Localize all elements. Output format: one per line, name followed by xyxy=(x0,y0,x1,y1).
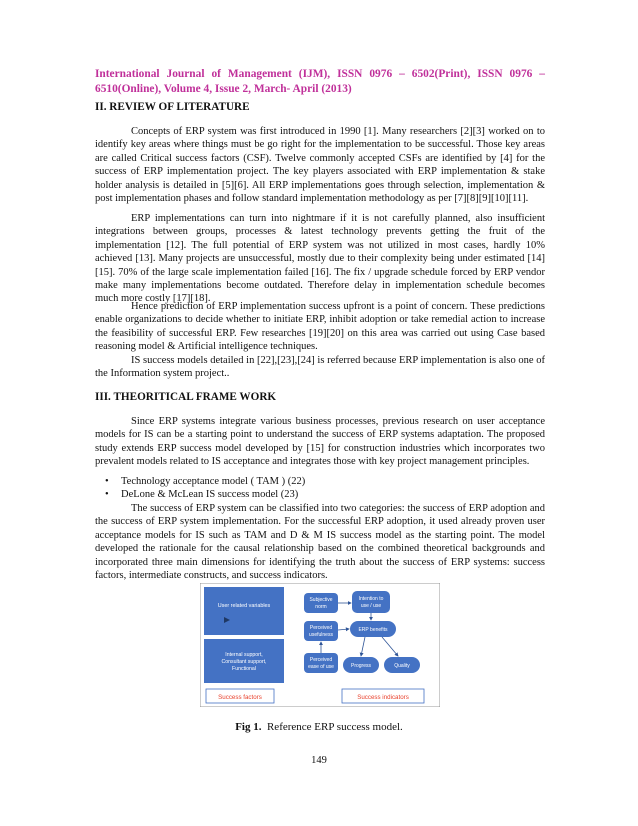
quality-label: Quality xyxy=(394,663,410,669)
perceived-usefulness-line: Perceived xyxy=(309,625,333,631)
list-item: • Technology acceptance model ( TAM ) (22) xyxy=(105,476,306,487)
paragraph xyxy=(95,300,545,354)
paragraph xyxy=(95,415,545,469)
user-variables-label: User related variables xyxy=(217,603,271,609)
list-item: • DeLone & McLean IS success model (23) xyxy=(105,489,299,501)
caption-label: Fig 1. xyxy=(235,721,262,733)
page-number: 149 xyxy=(311,755,327,766)
section-heading-review: II. REVIEW OF LITERATURE xyxy=(95,101,250,113)
paragraph-text: IS success models detailed in [22],[23],[24] is referred because ERP implementation is also one of the Information system project.. xyxy=(95,355,545,380)
erp-success-model-diagram xyxy=(200,583,440,707)
intention-box xyxy=(352,591,390,613)
subjective-norm-box xyxy=(304,593,338,613)
bullet-icon: • xyxy=(105,489,109,501)
user-variables-box xyxy=(204,587,284,635)
journal-header: International Journal of Management (IJM), ISSN 0976 – 6502(Print), ISSN 0976 – 6510(Online), Volume 4, Issue 2, March- April (2013) xyxy=(95,68,545,95)
paragraph xyxy=(95,502,545,582)
section-heading-framework: III. THEORITICAL FRAME WORK xyxy=(95,391,277,403)
caption-text: Reference ERP success model. xyxy=(266,721,403,733)
subjective-norm-line: Subjective xyxy=(309,597,333,603)
success-factors-label: Success factors xyxy=(218,694,262,701)
paragraph-text: Hence prediction of ERP implementation success upfront is a point of concern. These predictions enable organizations to decide whether to initiate ERP, inhibit adoption or take remedial action to increase the feasibility of successful ERP. Few researches [19][20] on this area was carried out using Case based reasoning model & Artificial intelligence techniques. xyxy=(95,301,545,353)
paragraph-text: Concepts of ERP system was first introduced in 1990 [1]. Many researchers [2][3] worked on to identify key areas where things must be go right for the implementation to be successful. Those key areas are called Critical success factors (CSF). Twelve commonly accepted CSFs are identified by [4] for the success of ERP implementation project. The key players associated with ERP implementation & stake holder analysis is detailed in [5][6]. All ERP implementations goes through selection, implementation & post implementation phases and follow standard implementation methodology as per [7][8][9][10][11]. xyxy=(95,126,545,205)
intention-line: use / use xyxy=(360,603,382,609)
intention-line: Intention to xyxy=(358,596,384,602)
bullet-icon: • xyxy=(105,476,109,487)
internal-support-line: Consultant support, xyxy=(221,659,267,665)
perceived-ease-line: Perceived xyxy=(309,657,333,663)
perceived-usefulness-line: usefulness xyxy=(309,632,333,638)
figure-caption xyxy=(0,721,638,733)
paragraph xyxy=(95,125,545,205)
subjective-norm-line: norm xyxy=(315,604,327,610)
internal-support-line: Internal support, xyxy=(225,652,263,658)
paragraph xyxy=(95,212,545,306)
paragraph-text: The success of ERP system can be classified into two categories: the success of ERP adoption and the success of ERP system implementation. For the successful ERP adoption, it used already proven user acceptance models for IS such as TAM and D & M IS success model as the starting point. The model developed the rationale for the causal relationship based on the combined theoretical backgrounds and incorporated three main dimensions for identifying the truth about the success of ERP systems: success factors, intermediate constructs, and success indicators. xyxy=(95,503,545,582)
paragraph-text: ERP implementations can turn into nightmare if it is not carefully planned, also insufficient integrations between groups, processes & latest technology prevents getting the fruit of the implementation [12]. The full potential of ERP system was not utilized in most cases, hardly 10% achieved [13]. Many projects are unsuccessful, mostly due to their complexity being under estimated [14][15]. 70% of the large scale implementation failed [16]. The fix / upgrade schedule forced by ERP vendor make many implementations become outdated. Therefore delay in implementation schedule becomes much more costly [17][18]. xyxy=(95,213,545,305)
internal-support-line: Functional xyxy=(232,666,256,672)
bullet-list xyxy=(95,475,545,502)
perceived-ease-box xyxy=(304,653,338,673)
success-indicators-label: Success indicators xyxy=(357,694,409,701)
progress-label: Progress xyxy=(350,663,372,669)
perceived-usefulness-box xyxy=(304,621,338,641)
perceived-ease-line: ease of use xyxy=(308,664,334,670)
paragraph-text: Since ERP systems integrate various business processes, previous research on user acceptance models for IS can be a starting point to understand the success of ERP systems adaptation. The proposed study extends ERP success model developed by [15] for construction industries which incorporates two prevalent models related to IS acceptance and integrates those with key project management principles. xyxy=(95,416,545,468)
erp-benefits-label: ERP benefits xyxy=(358,627,388,633)
paragraph xyxy=(95,354,545,381)
